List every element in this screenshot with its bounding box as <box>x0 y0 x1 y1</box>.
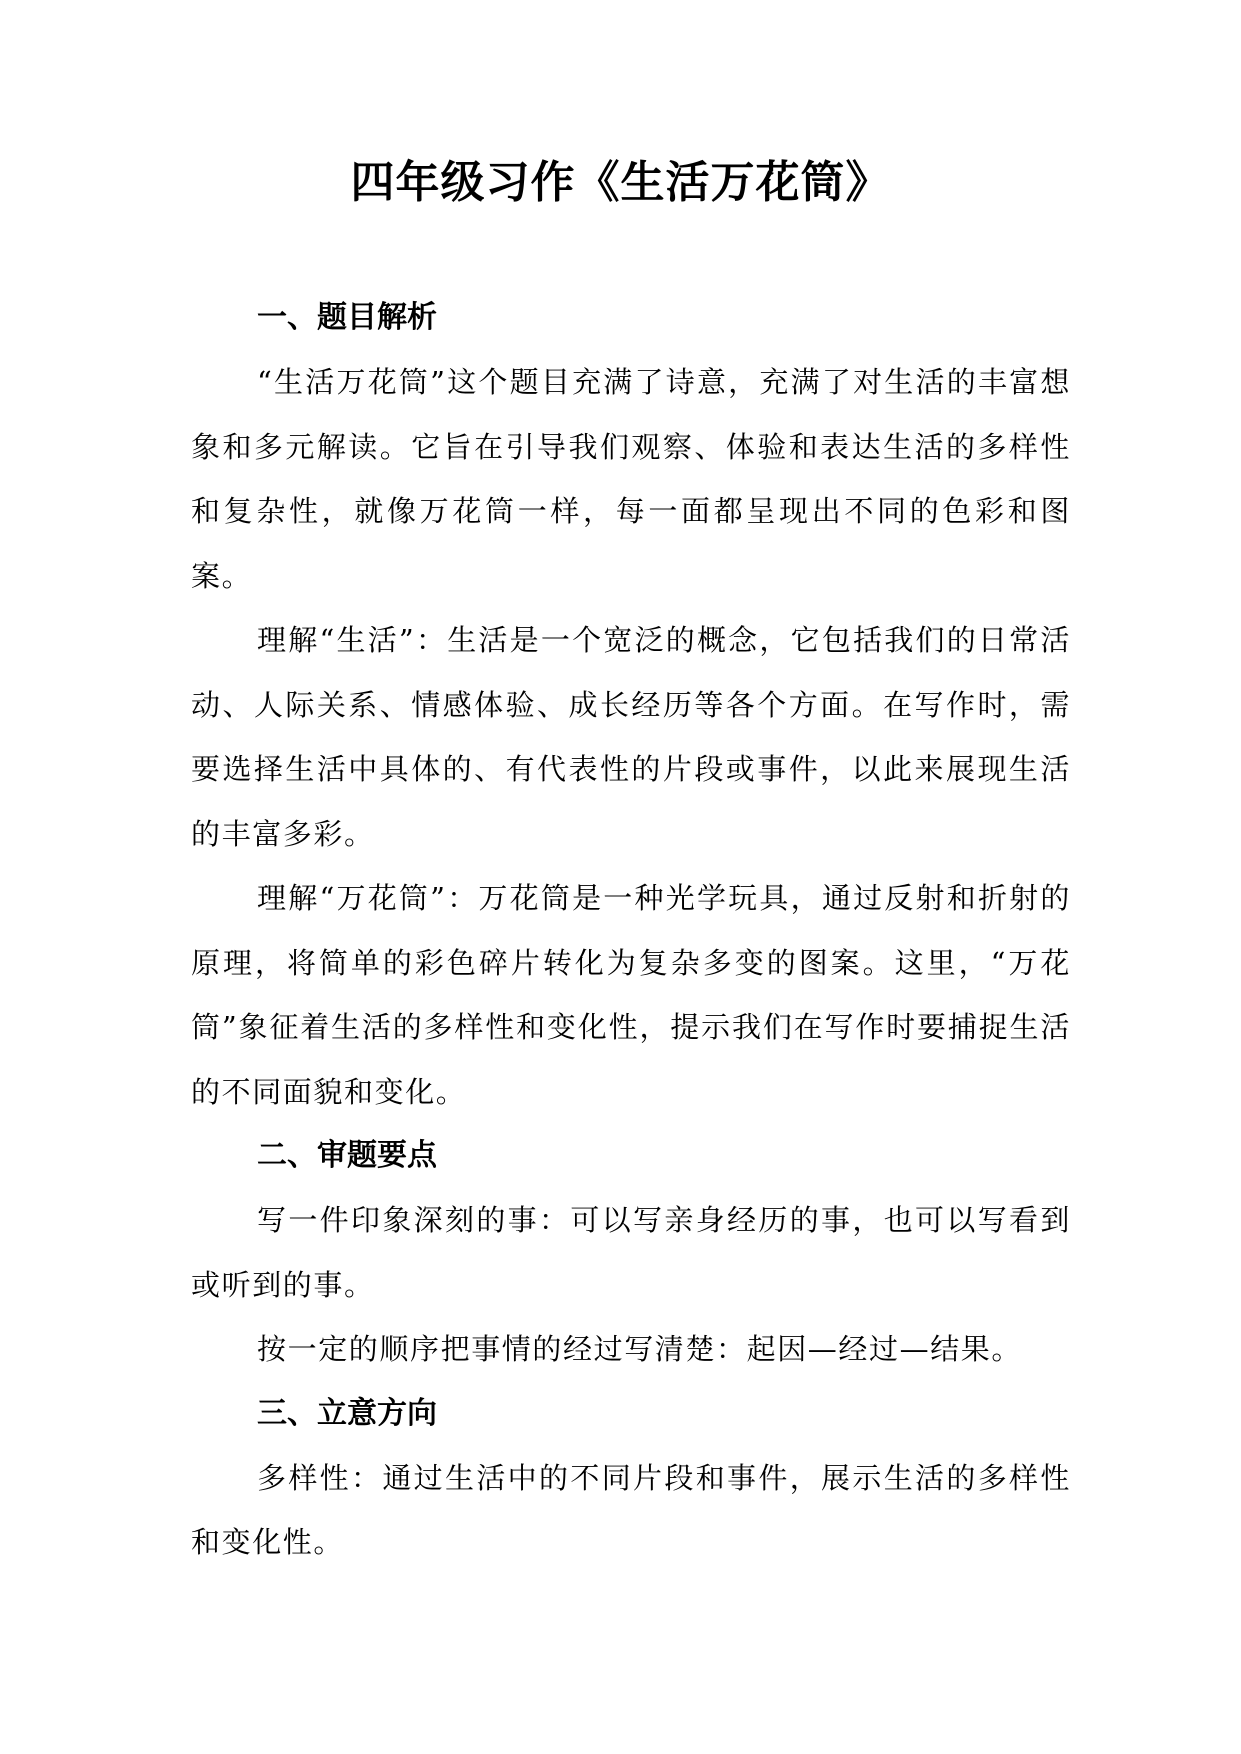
section-heading-theme: 三、立意方向 <box>257 1395 437 1431</box>
section-heading-key-points: 二、审题要点 <box>257 1138 437 1173</box>
document-body <box>191 286 1071 1575</box>
paragraph-understand-kaleidoscope: 理解“万花筒”：万花筒是一种光学玩具，通过反射和折射的原理，将简单的彩色碎片转化为复杂多变的图案。这里，“万花筒”象征着生活的多样性和变化性，提示我们在写作时要捕捉生活的不同面貌和变化。 <box>191 881 1071 1109</box>
section-heading-analysis: 一、题目解析 <box>257 300 437 335</box>
paragraph-memorable-event: 写一件印象深刻的事：可以写亲身经历的事，也可以写看到或听到的事。 <box>191 1203 1071 1302</box>
paragraph-order: 按一定的顺序把事情的经过写清楚：起因—经过—结果。 <box>257 1332 1023 1366</box>
paragraph-intro: “生活万花筒”这个题目充满了诗意，充满了对生活的丰富想象和多元解读。它旨在引导我们观察、体验和表达生活的多样性和复杂性，就像万花筒一样，每一面都呈现出不同的色彩和图案。 <box>191 365 1071 593</box>
paragraph-understand-life: 理解“生活”：生活是一个宽泛的概念，它包括我们的日常活动、人际关系、情感体验、成长经历等各个方面。在写作时，需要选择生活中具体的、有代表性的片段或事件，以此来展现生活的丰富多彩。 <box>191 623 1071 851</box>
page-title: 四年级习作《生活万花筒》 <box>350 157 891 208</box>
paragraph-diversity: 多样性：通过生活中的不同片段和事件，展示生活的多样性和变化性。 <box>191 1460 1071 1559</box>
